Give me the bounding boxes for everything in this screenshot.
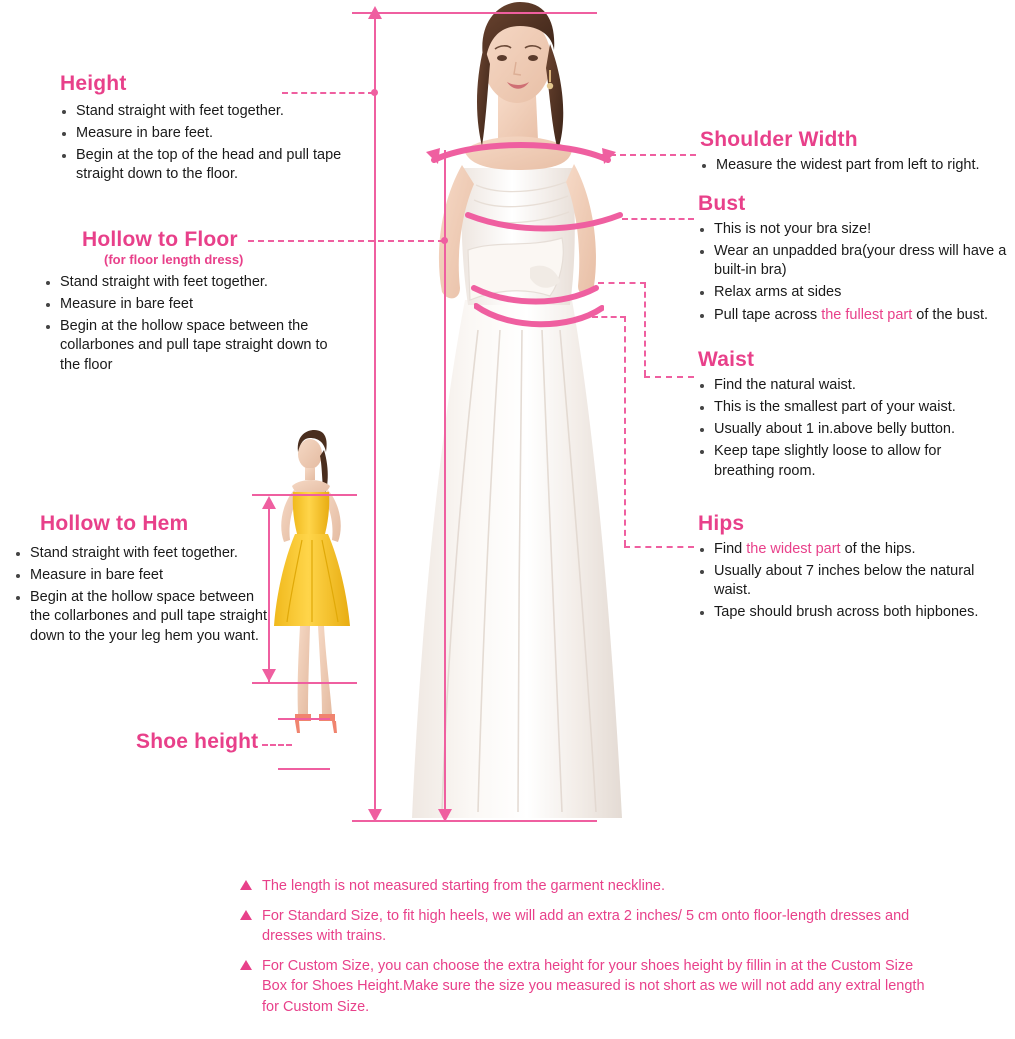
bust-connector: [622, 218, 694, 220]
height-anchor-dot: [371, 89, 378, 96]
hips-connector-horizontal: [624, 546, 694, 548]
hips-heading: Hips: [698, 512, 745, 535]
waist-connector-vertical: [644, 282, 646, 376]
list-item: Measure in bare feet: [14, 566, 272, 585]
shoe-height-section: [136, 730, 258, 754]
floor-base-line: [352, 820, 597, 822]
list-item: Begin at the hollow space between the collarbones and pull tape straight down to the your leg hem you want.: [14, 588, 272, 645]
list-item: Tape should brush across both hipbones.: [698, 603, 1008, 622]
hips-widest-prefix: Find: [714, 541, 747, 557]
waist-connector-top: [598, 282, 646, 284]
hollow-to-floor-anchor-dot: [441, 237, 448, 244]
shoe-height-bottom-bar: [278, 768, 330, 770]
warning-triangle-icon: [240, 880, 252, 890]
hollow-to-hem-bottom-bar: [252, 682, 357, 684]
list-item: Measure in bare feet.: [60, 124, 350, 143]
hollow-to-floor-subheading: (for floor length dress): [104, 252, 244, 267]
hips-connector-vertical: [624, 316, 626, 546]
shoulder-width-bullets: [700, 156, 1010, 175]
hollow-to-hem-section: [14, 512, 272, 649]
height-section: [60, 72, 350, 188]
height-top-bar: [352, 12, 597, 14]
bust-fullest-prefix: Pull tape across: [714, 306, 822, 323]
hollow-to-floor-section: [44, 228, 340, 378]
bust-section: [698, 192, 1010, 328]
list-item: Find the natural waist.: [698, 376, 998, 395]
list-item: Stand straight with feet together.: [44, 273, 340, 292]
hips-section: [698, 512, 1008, 626]
shoe-height-connector: [262, 744, 292, 746]
list-item: Usually about 7 inches below the natural waist.: [698, 562, 1008, 600]
shoe-height-heading: Shoe height: [136, 730, 259, 753]
footnote-text: For Standard Size, to fit high heels, we will add an extra 2 inches/ 5 cm onto floor-length dresses and dresses with trains.: [262, 907, 910, 945]
list-item: Usually about 1 in.above belly button.: [698, 420, 998, 439]
shoulder-width-tape: [426, 138, 616, 172]
list-item: Stand straight with feet together.: [14, 544, 272, 563]
list-item: This is not your bra size!: [698, 220, 1010, 239]
height-arrow-top: [367, 6, 383, 22]
shoulder-width-heading: Shoulder Width: [700, 128, 858, 151]
model-illustration: [390, 0, 690, 830]
hollow-to-floor-vertical-line: [444, 150, 446, 822]
height-vertical-line: [374, 12, 376, 822]
warning-triangle-icon: [240, 910, 252, 920]
list-item: Measure the widest part from left to right.: [700, 156, 1010, 175]
waist-bullets: [698, 376, 998, 481]
list-item: Wear an unpadded bra(your dress will have a built-in bra): [698, 242, 1010, 280]
shoulder-width-connector: [600, 154, 696, 156]
warning-triangle-icon: [240, 960, 252, 970]
list-item: Begin at the top of the head and pull tape straight down to the floor.: [60, 146, 350, 184]
footnote-item: [240, 876, 940, 897]
hips-connector-top: [592, 316, 626, 318]
hollow-to-floor-heading: Hollow to Floor: [82, 228, 238, 251]
bust-fullest-suffix: of the bust.: [912, 306, 989, 323]
footnotes: [240, 876, 940, 1026]
waist-connector-horizontal: [644, 376, 694, 378]
list-item: Stand straight with feet together.: [60, 102, 350, 121]
list-item: Relax arms at sides: [698, 283, 1010, 302]
bust-heading: Bust: [698, 192, 746, 215]
list-item: Measure in bare feet: [44, 295, 340, 314]
list-item: Keep tape slightly loose to allow for breathing room.: [698, 442, 998, 480]
hollow-to-floor-bullets: [44, 273, 340, 375]
footnote-item: [240, 956, 940, 1018]
hips-widest-suffix: of the hips.: [840, 541, 916, 557]
list-item: Begin at the hollow space between the collarbones and pull tape straight down to the floor: [44, 317, 340, 374]
waist-heading: Waist: [698, 348, 755, 371]
list-item-hips-widest: [698, 540, 1008, 559]
waist-section: [698, 348, 998, 484]
hips-widest-emphasis: the widest part: [746, 541, 841, 557]
hollow-to-hem-arrow-top: [261, 496, 277, 512]
list-item: This is the smallest part of your waist.: [698, 398, 998, 417]
hollow-to-hem-heading: Hollow to Hem: [40, 512, 189, 535]
bust-bullets: [698, 220, 1010, 325]
height-heading: Height: [60, 72, 127, 95]
bust-tape: [464, 205, 624, 239]
shoe-height-top-bar: [278, 718, 330, 720]
hollow-to-hem-bullets: [14, 544, 272, 646]
shoulder-width-section: [700, 128, 1010, 178]
hips-tape: [474, 300, 604, 334]
footnote-item: [240, 906, 940, 947]
hips-bullets: [698, 540, 1008, 623]
footnote-text: For Custom Size, you can choose the extra height for your shoes height by fillin in at the Custom Size Box for Shoes Height.Make sure the size you measured is not short as we will not add any extral length for Custom Size.: [262, 957, 925, 1015]
bust-fullest-emphasis: the fullest part: [821, 306, 913, 323]
height-bullets: [60, 102, 350, 185]
hollow-to-hem-arrow-bottom: [261, 666, 277, 682]
footnote-text: The length is not measured starting from the garment neckline.: [262, 878, 665, 894]
list-item-bust-fullest: [698, 306, 1010, 325]
